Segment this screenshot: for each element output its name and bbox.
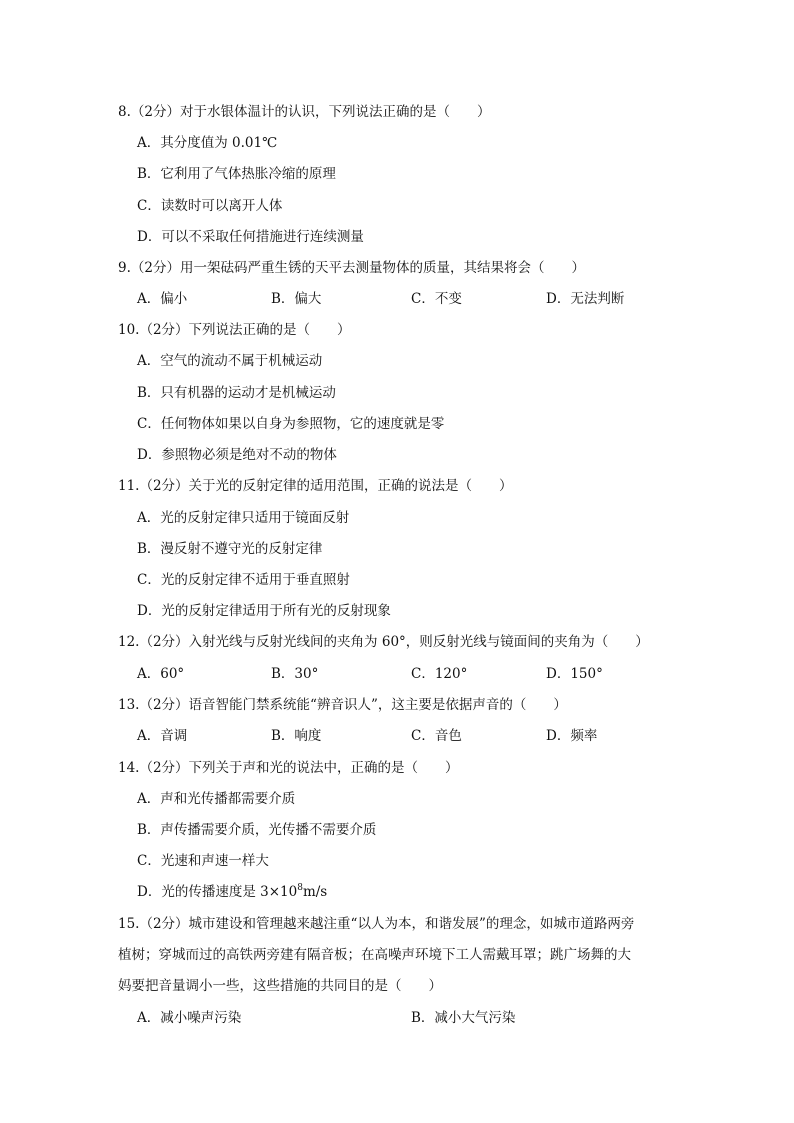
- question-9-option-d: D．无法判断: [546, 291, 625, 307]
- question-13-stem: 13.（2分）语音智能门禁系统能“辨音识人”，这主要是依据声音的（ ）: [118, 697, 567, 713]
- question-8-option-a: A．其分度值为 0.01℃: [137, 135, 278, 151]
- question-10-stem: 10.（2分）下列说法正确的是（ ）: [118, 322, 351, 338]
- question-12-option-d: D．150°: [546, 666, 603, 682]
- question-14-option-d: [137, 882, 327, 902]
- question-12-option-c: C．120°: [411, 666, 468, 682]
- question-14-option-c: C．光速和声速一样大: [137, 853, 269, 869]
- question-9-options: [0, 289, 794, 309]
- question-11-option-a: A．光的反射定律只适用于镜面反射: [137, 510, 350, 526]
- question-14-stem: 14.（2分）下列关于声和光的说法中，正确的是（ ）: [118, 760, 459, 776]
- question-10-option-d: D．参照物必须是绝对不动的物体: [137, 447, 337, 463]
- question-15-option-b: B．减小大气污染: [411, 1010, 516, 1026]
- question-8-option-b: B．它利用了气体热胀冷缩的原理: [137, 166, 336, 182]
- question-11-option-d: D．光的反射定律适用于所有光的反射现象: [137, 603, 391, 619]
- question-8-option-c: C．读数时可以离开人体: [137, 198, 283, 214]
- question-13-option-a: A．音调: [137, 728, 188, 744]
- question-11-stem: 11.（2分）关于光的反射定律的适用范围，正确的说法是（ ）: [118, 478, 513, 494]
- question-8-stem: 8.（2分）对于水银体温计的认识，下列说法正确的是（ ）: [118, 104, 491, 120]
- question-14-option-d-prefix: D．光的传播速度是 3×10: [137, 884, 298, 900]
- question-13-options: [0, 726, 794, 746]
- question-15-stem-line-2: 植树；穿城而过的高铁两旁建有隔音板；在高噪声环境下工人需戴耳罩；跳广场舞的大: [118, 947, 631, 963]
- question-12-option-b: B．30°: [271, 666, 319, 682]
- question-14-option-b: B．声传播需要介质，光传播不需要介质: [137, 822, 377, 838]
- question-9-option-a: A．偏小: [137, 291, 188, 307]
- question-9-option-b: B．偏大: [271, 291, 322, 307]
- question-13-option-d: D．频率: [546, 728, 598, 744]
- question-13-option-c: C．音色: [411, 728, 462, 744]
- question-12-options: [0, 664, 794, 684]
- question-11-option-b: B．漫反射不遵守光的反射定律: [137, 541, 323, 557]
- question-13-option-b: B．响度: [271, 728, 322, 744]
- question-14-option-d-exponent: 8: [297, 883, 303, 893]
- question-14-option-a: A．声和光传播都需要介质: [137, 791, 296, 807]
- question-10-option-c: C．任何物体如果以自身为参照物，它的速度就是零: [137, 416, 445, 432]
- question-11-option-c: C．光的反射定律不适用于垂直照射: [137, 572, 350, 588]
- question-15-stem-line-3: 妈要把音量调小一些，这些措施的共同目的是（ ）: [118, 978, 442, 994]
- question-14-option-d-unit: m/s: [302, 884, 328, 900]
- question-15-option-a: A．减小噪声污染: [137, 1010, 242, 1026]
- question-9-stem: 9.（2分）用一架砝码严重生锈的天平去测量物体的质量，其结果将会（ ）: [118, 260, 585, 276]
- question-15-options: [0, 1008, 794, 1028]
- question-9-option-c: C．不变: [411, 291, 462, 307]
- question-10-option-b: B．只有机器的运动才是机械运动: [137, 385, 336, 401]
- question-8-option-d: D．可以不采取任何措施进行连续测量: [137, 229, 364, 245]
- question-12-stem: 12.（2分）入射光线与反射光线间的夹角为 60°，则反射光线与镜面间的夹角为（ ）: [118, 634, 649, 650]
- question-15-stem-line-1: 15.（2分）城市建设和管理越来越注重“以人为本，和谐发展”的理念，如城市道路两旁: [118, 916, 635, 932]
- question-12-option-a: A．60°: [137, 666, 185, 682]
- question-10-option-a: A．空气的流动不属于机械运动: [137, 353, 323, 369]
